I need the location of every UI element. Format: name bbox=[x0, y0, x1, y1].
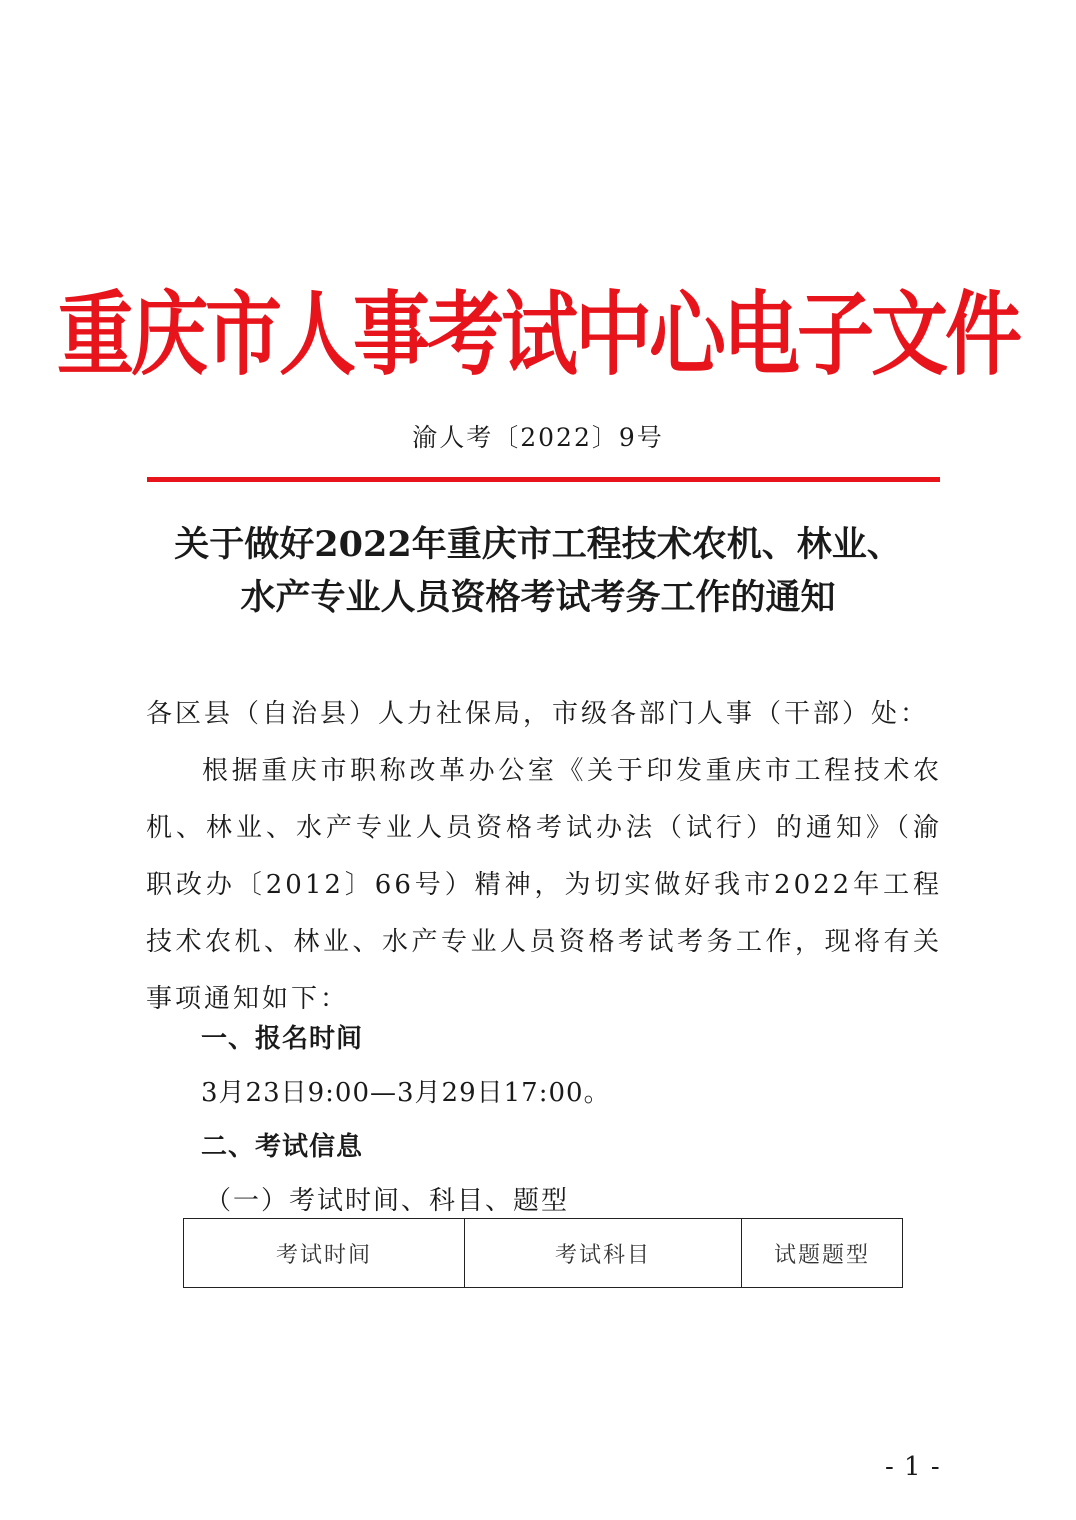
sub-heading-exam-schedule: （一）考试时间、科目、题型 bbox=[205, 1186, 570, 1216]
title-line-1: 关于做好2022年重庆市工程技术农机、林业、 bbox=[174, 524, 902, 565]
header-question-type: 试题题型 bbox=[742, 1219, 903, 1288]
document-title bbox=[130, 518, 946, 624]
page-number: - 1 - bbox=[885, 1452, 941, 1482]
section-heading-registration: 一、报名时间 bbox=[201, 1024, 364, 1054]
header-exam-subject: 考试科目 bbox=[465, 1219, 742, 1288]
header-exam-time: 考试时间 bbox=[184, 1219, 465, 1288]
registration-time: 3月23日9:00—3月29日17:00。 bbox=[201, 1078, 611, 1108]
exam-schedule-table bbox=[183, 1218, 903, 1288]
intro-paragraph: 根据重庆市职称改革办公室《关于印发重庆市工程技术农机、林业、水产专业人员资格考试办法（试行）的通知》（渝职改办〔2012〕66号）精神，为切实做好我市2022年工程技术农机、林业、水产专业人员资格考试考务工作，现将有关事项通知如下： bbox=[146, 756, 942, 1014]
section-heading-exam-info: 二、考试信息 bbox=[201, 1132, 364, 1162]
table-header-row bbox=[184, 1219, 903, 1288]
title-line-2: 水产专业人员资格考试考务工作的通知 bbox=[240, 577, 836, 618]
red-divider-line bbox=[147, 477, 940, 482]
document-number: 渝人考〔2022〕9号 bbox=[412, 423, 664, 452]
salutation: 各区县（自治县）人力社保局，市级各部门人事（干部）处： bbox=[146, 699, 930, 729]
masthead-title: 重庆市人事考试中心电子文件 bbox=[57, 283, 1019, 389]
